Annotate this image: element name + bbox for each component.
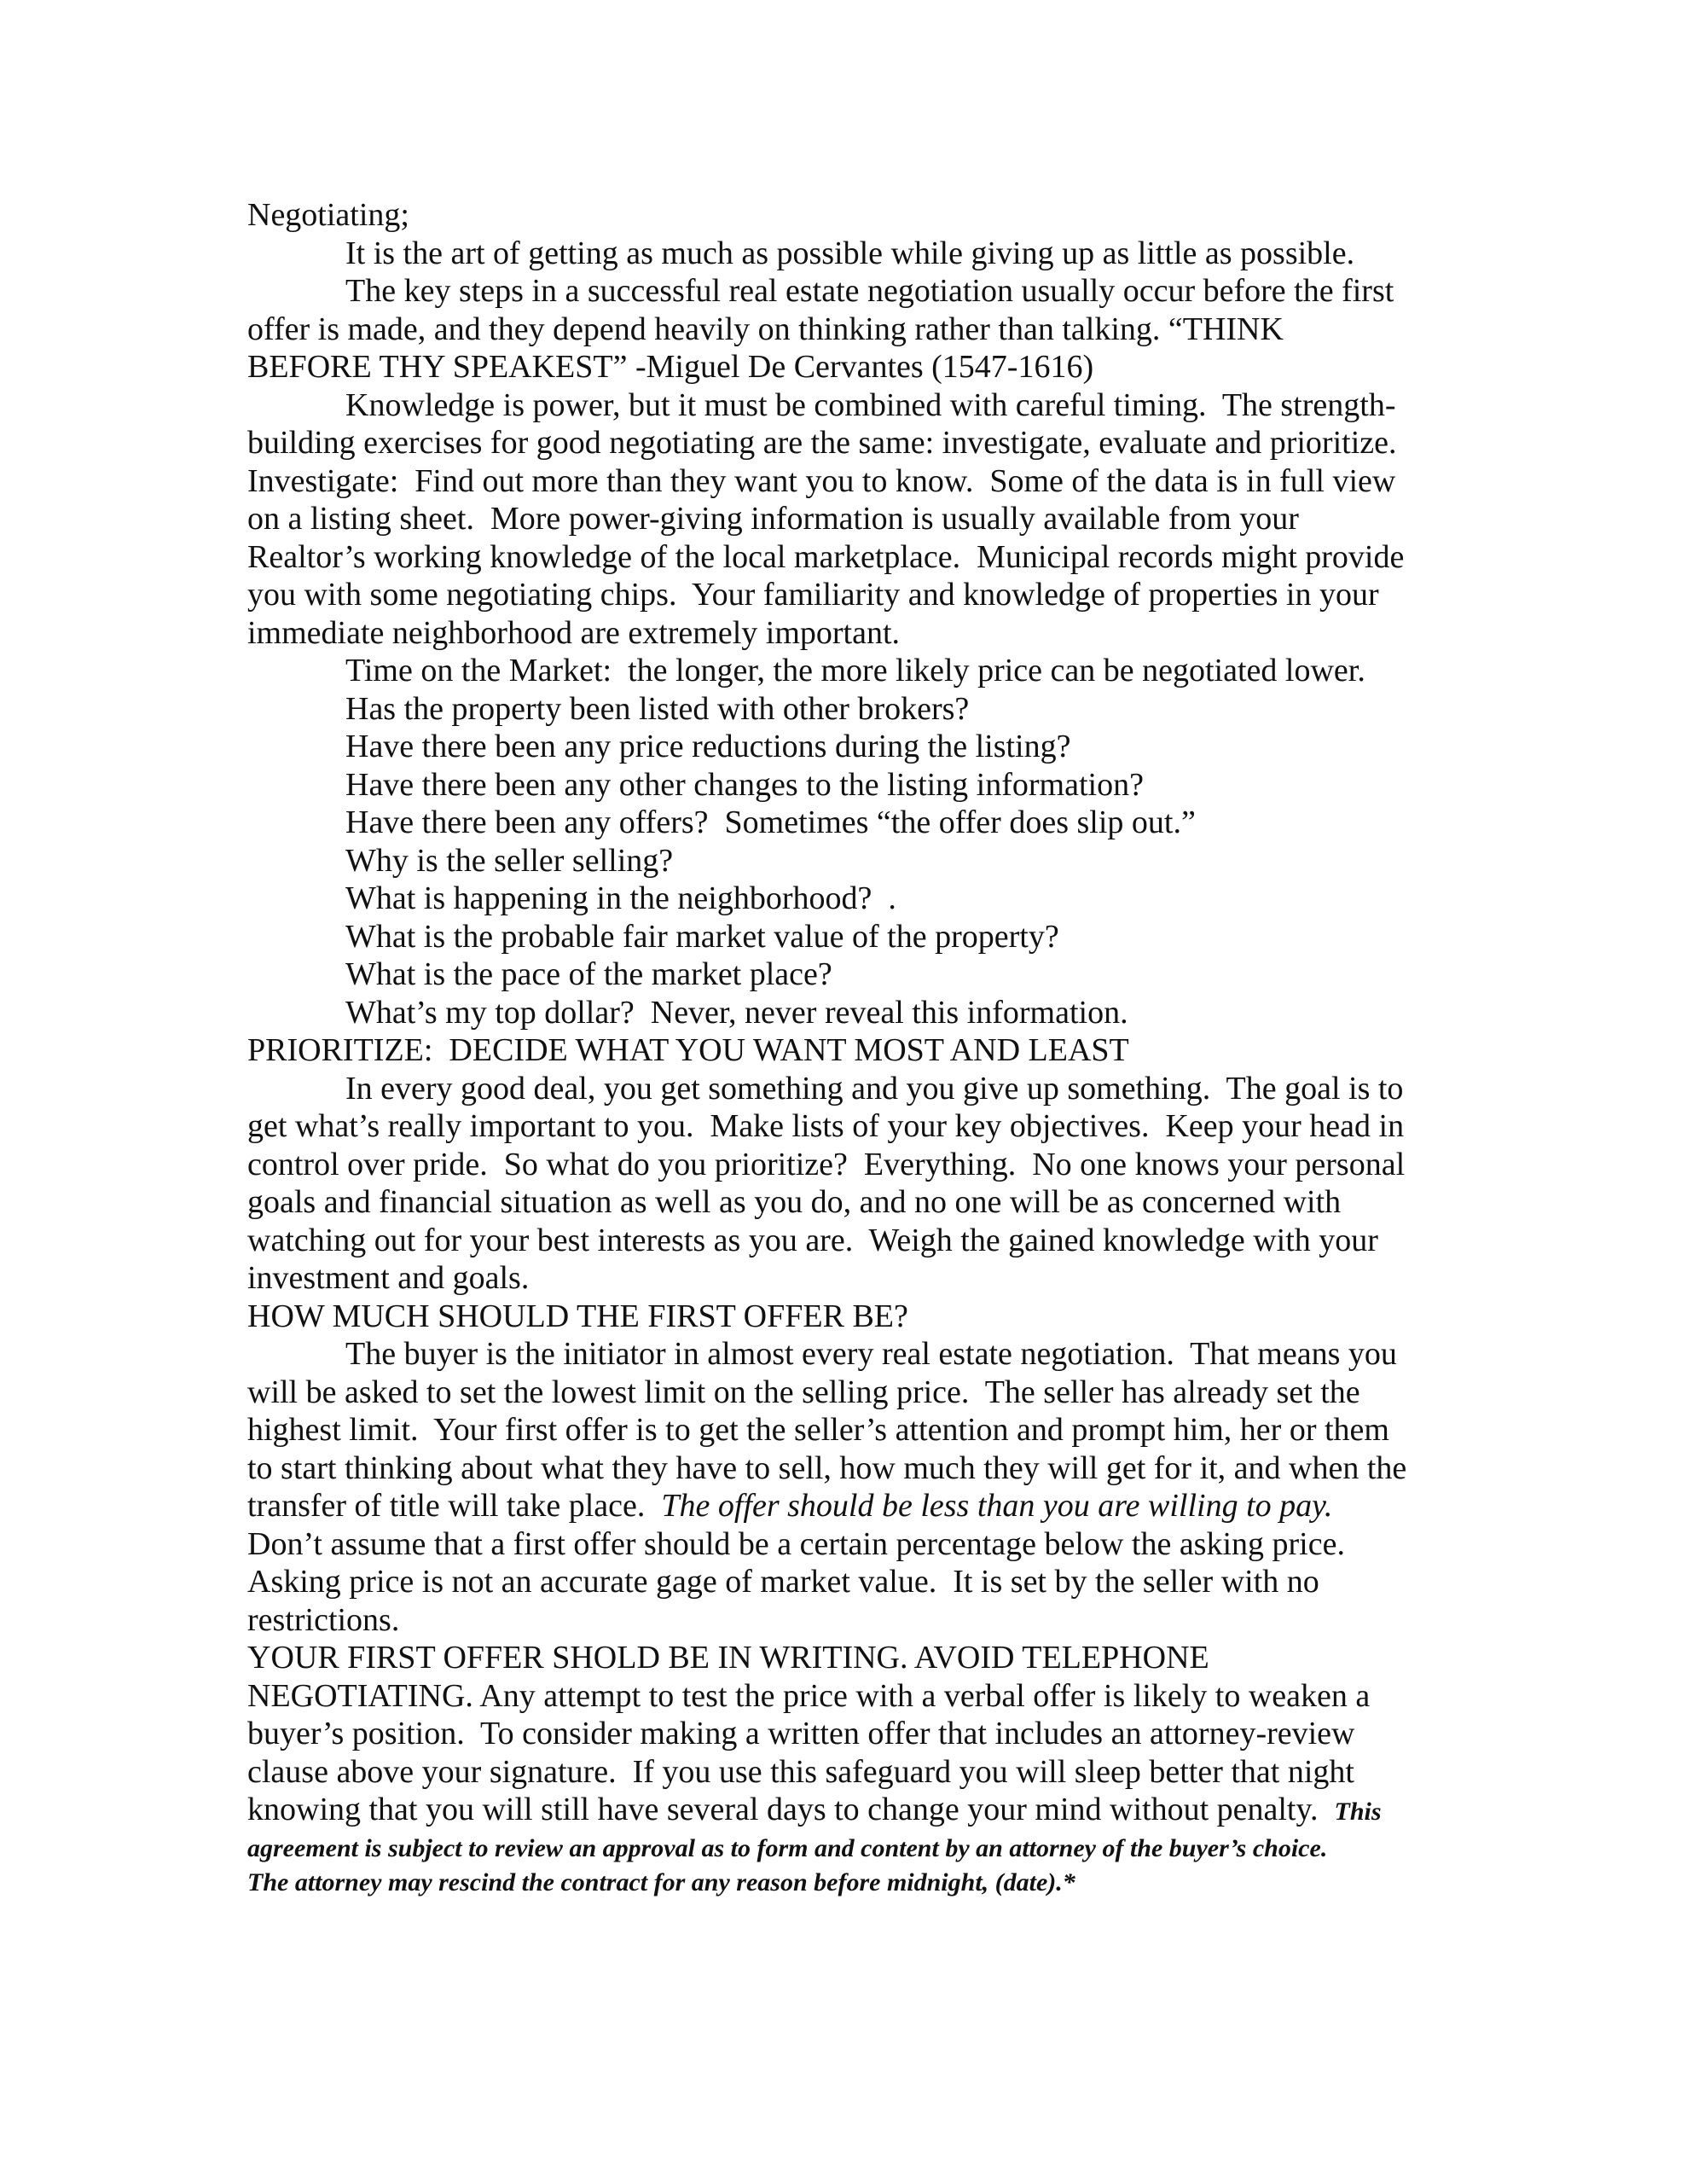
text-line: Negotiating;	[247, 197, 409, 233]
text-line: building exercises for good negotiating are the same: investigate, evaluate and prioritize.	[247, 425, 1397, 461]
text-line: clause above your signature. If you use this safeguard you will sleep better that night	[247, 1753, 1354, 1790]
text-line: BEFORE THY SPEAKEST” -Miguel De Cervantes (1547-1616)	[247, 349, 1094, 385]
text-line: In every good deal, you get something and you give up something. The goal is to	[345, 1070, 1404, 1107]
text-line: Time on the Market: the longer, the more likely price can be negotiated lower.	[345, 653, 1365, 688]
text-line: to start thinking about what they have to sell, how much they will get for it, and when the	[247, 1449, 1407, 1486]
text-line: Knowledge is power, but it must be combined with careful timing. The strength-	[345, 386, 1396, 423]
text-line: highest limit. Your first offer is to get the seller’s attention and prompt him, her or them	[247, 1412, 1389, 1448]
text-line: Realtor’s working knowledge of the local marketplace. Municipal records might provide	[247, 538, 1405, 575]
transfer-line-normal: transfer of title will take place.	[247, 1488, 662, 1524]
text-line: control over pride. So what do you prioritize? Everything. No one knows your personal	[247, 1146, 1406, 1182]
text-line: investment and goals.	[247, 1260, 530, 1296]
text-line: watching out for your best interests as you are. Weigh the gained knowledge with your	[247, 1222, 1378, 1258]
text-line: Have there been any offers? Sometimes “the offer does slip out.”	[345, 804, 1196, 840]
text-line: restrictions.	[247, 1601, 400, 1638]
body-text-part-2	[247, 1525, 1458, 1792]
text-line: It is the art of getting as much as possible while giving up as little as possible.	[345, 235, 1355, 271]
text-line: you with some negotiating chips. Your familiarity and knowledge of properties in your	[247, 577, 1379, 613]
text-line: Investigate: Find out more than they want you to know. Some of the data is in full view	[247, 462, 1396, 499]
text-line: immediate neighborhood are extremely important.	[247, 614, 901, 651]
penalty-line-normal: knowing that you will still have several days to change your mind without penalty.	[247, 1792, 1335, 1827]
clause-line-2: The attorney may rescind the contract for any reason before midnight, (date).*	[247, 1867, 1075, 1896]
text-line: goals and financial situation as well as you do, and no one will be as concerned with	[247, 1184, 1342, 1220]
text-line: PRIORITIZE: DECIDE WHAT YOU WANT MOST AND LEAST	[247, 1032, 1129, 1068]
text-line: Don’t assume that a first offer should be a certain percentage below the asking price.	[247, 1525, 1345, 1562]
text-line: HOW MUCH SHOULD THE FIRST OFFER BE?	[247, 1298, 908, 1334]
text-line: will be asked to set the lowest limit on the selling price. The seller has already set the	[247, 1374, 1360, 1410]
text-line: Has the property been listed with other brokers?	[345, 690, 970, 727]
text-line: Why is the seller selling?	[345, 842, 674, 879]
text-line: Have there been any price reductions during the listing?	[345, 729, 1071, 764]
body-text-part-1	[247, 196, 1458, 1487]
text-line: YOUR FIRST OFFER SHOLD BE IN WRITING. AVOID TELEPHONE	[247, 1640, 1209, 1676]
clause-line-1: agreement is subject to review an approval as to form and content by an attorney of the buyer’s choice.	[247, 1833, 1328, 1862]
penalty-line-bold-italic: This	[1334, 1798, 1382, 1826]
text-line: buyer’s position. To consider making a written offer that includes an attorney-review	[247, 1716, 1355, 1751]
text-line: Asking price is not an accurate gage of market value. It is set by the seller with no	[247, 1564, 1319, 1600]
transfer-line	[247, 1487, 1458, 1525]
text-line: offer is made, and they depend heavily on thinking rather than talking. “THINK	[247, 311, 1284, 347]
text-line: get what’s really important to you. Make lists of your key objectives. Keep your head in	[247, 1108, 1405, 1144]
transfer-line-italic: The offer should be less than you are willing to pay.	[661, 1488, 1333, 1524]
document-page	[247, 196, 1458, 1900]
text-line: What is happening in the neighborhood? .	[345, 880, 896, 916]
penalty-line	[247, 1791, 1458, 1832]
text-line: NEGOTIATING. Any attempt to test the price with a verbal offer is likely to weaken a	[247, 1677, 1371, 1714]
text-line: What is the probable fair market value of the property?	[345, 918, 1059, 955]
text-line: The key steps in a successful real estate negotiation usually occur before the first	[345, 273, 1394, 309]
text-line: Have there been any other changes to the listing information?	[345, 766, 1144, 803]
text-line: The buyer is the initiator in almost every real estate negotiation. That means you	[345, 1336, 1397, 1372]
text-line: What’s my top dollar? Never, never reveal this information.	[345, 994, 1128, 1031]
text-line: on a listing sheet. More power-giving information is usually available from your	[247, 501, 1299, 537]
text-line: What is the pace of the market place?	[345, 956, 832, 992]
